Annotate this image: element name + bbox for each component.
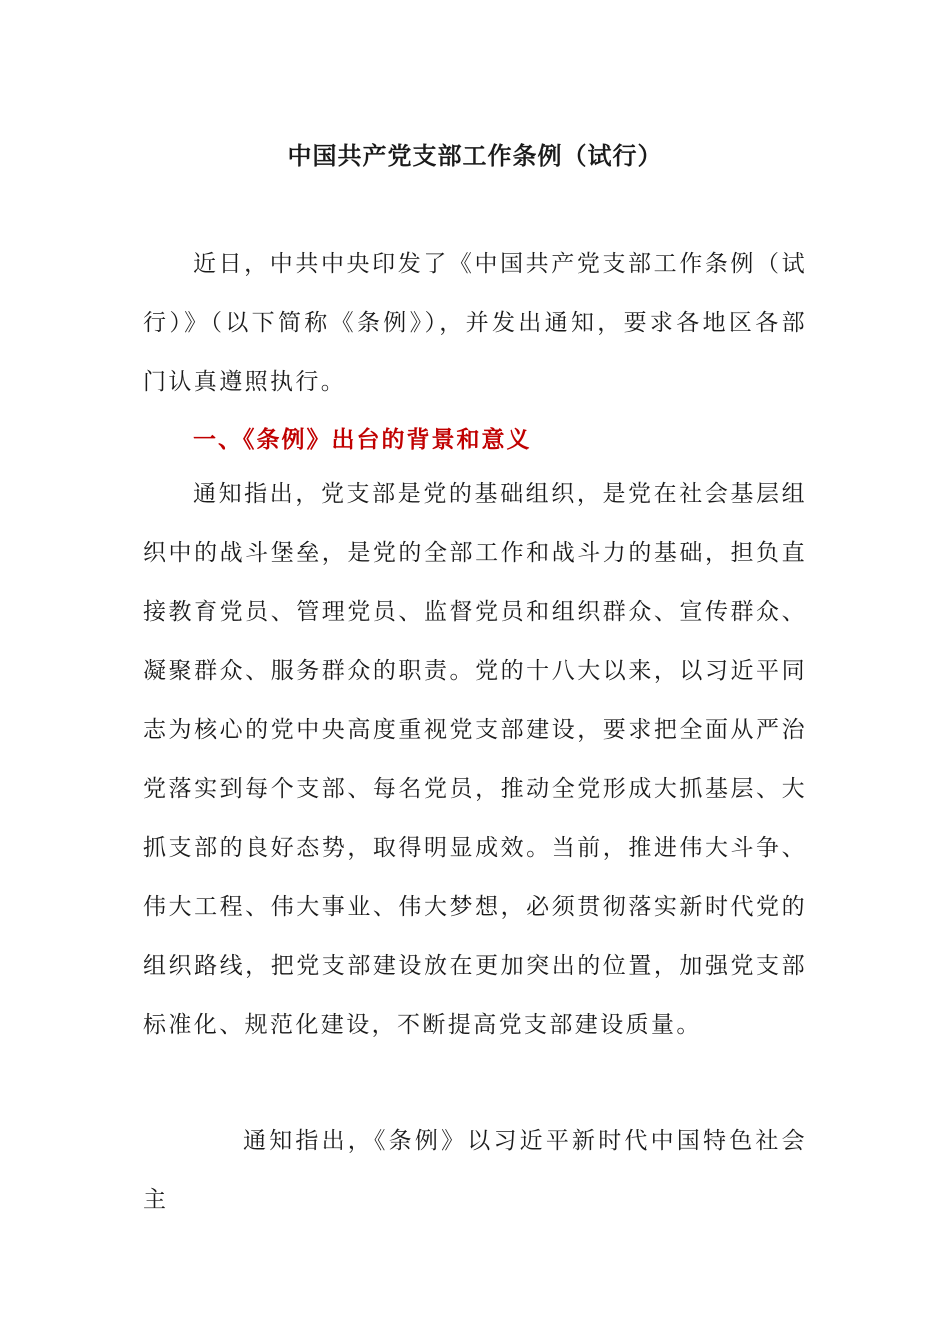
section-heading: 一、《条例》出台的背景和意义 bbox=[193, 426, 532, 453]
document-title: 中国共产党支部工作条例（试行） bbox=[287, 141, 663, 170]
intro-paragraph: 近日，中共中央印发了《中国共产党支部工作条例（试行）》（以下简称《条例》），并发出通知，要求各地区各部门认真遵照执行。 bbox=[143, 251, 807, 395]
body-paragraph: 通知指出，党支部是党的基础组织，是党在社会基层组织中的战斗堡垒，是党的全部工作和战斗力的基础，担负直接教育党员、管理党员、监督党员和组织群众、宣传群众、凝聚群众、服务群众的职责。党的十八大以来，以习近平同志为核心的党中央高度重视党支部建设，要求把全面从严治党落实到每个支部、每名党员，推动全党形成大抓基层、大抓支部的良好态势，取得明显成效。当前，推进伟大斗争、伟大工程、伟大事业、伟大梦想，必须贯彻落实新时代党的组织路线，把党支部建设放在更加突出的位置，加强党支部标准化、规范化建设，不断提高党支部建设质量。 bbox=[143, 481, 807, 1038]
continuation-paragraph: 通知指出，《条例》以习近平新时代中国特色社会主 bbox=[143, 1128, 807, 1213]
